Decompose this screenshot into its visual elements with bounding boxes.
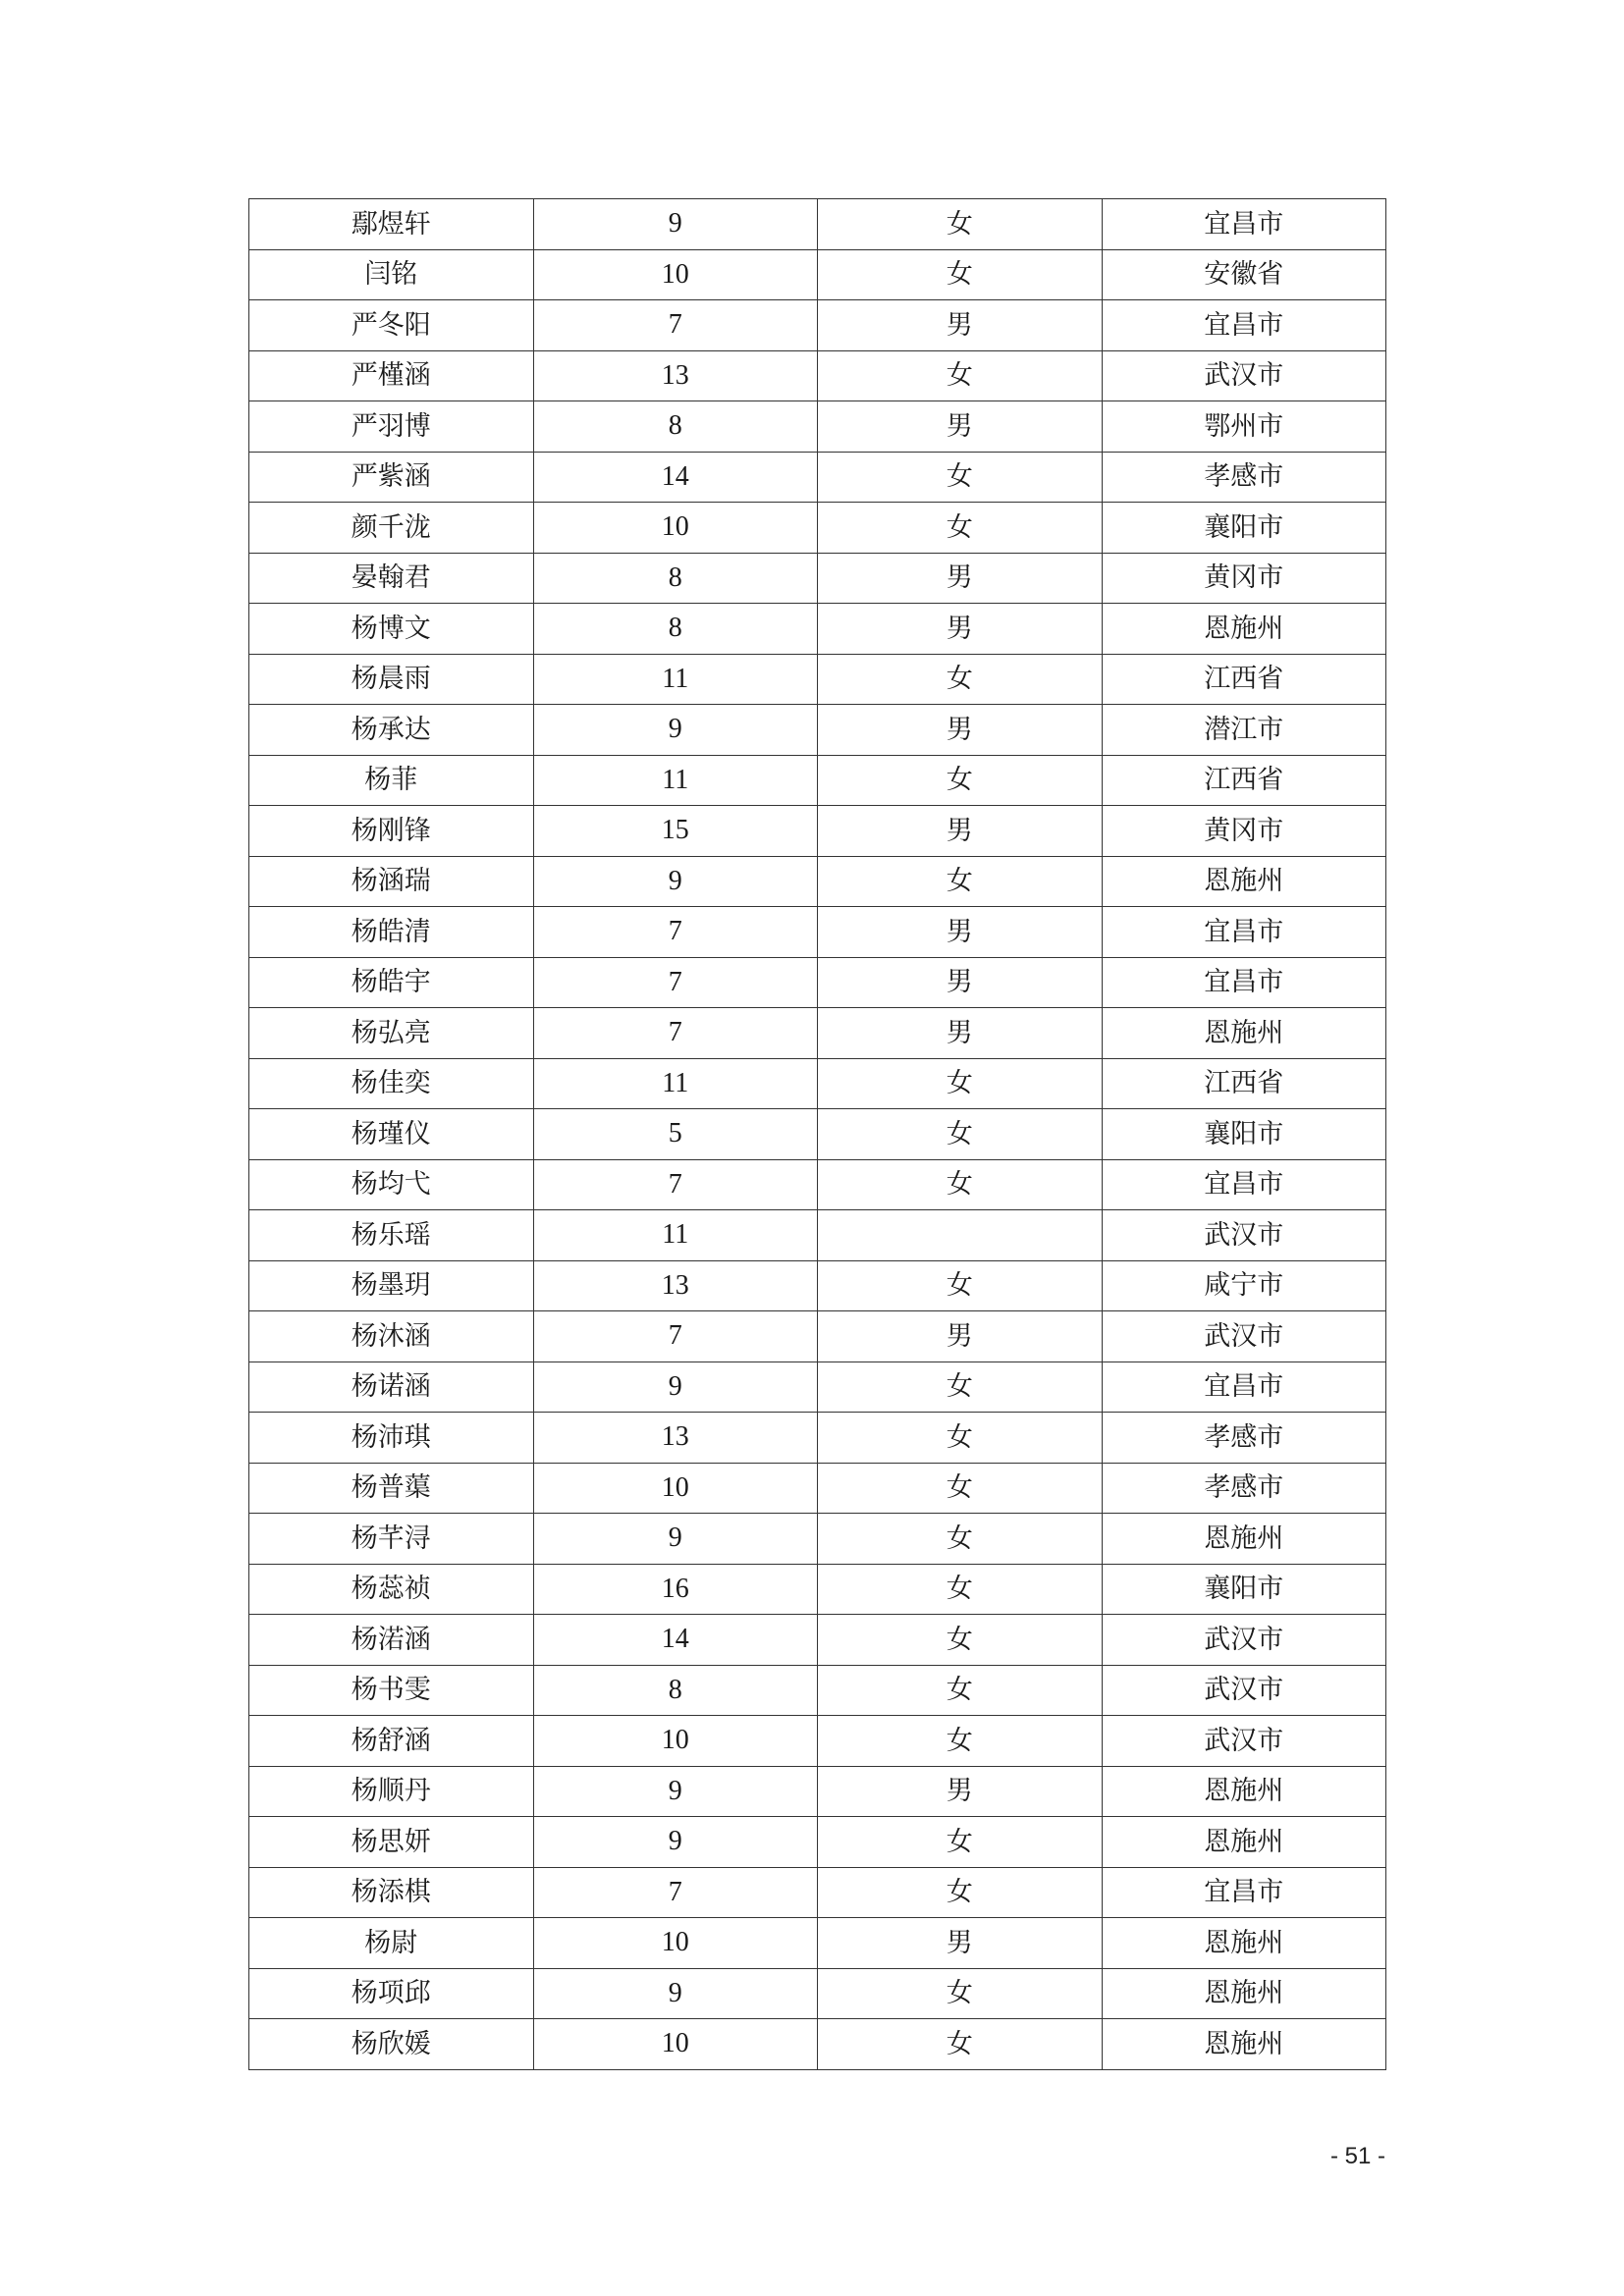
gender-cell: 女: [818, 1260, 1103, 1311]
region-cell: 恩施州: [1102, 1968, 1386, 2019]
region-cell: 武汉市: [1102, 1615, 1386, 1666]
table-row: [249, 1918, 1386, 1969]
region-cell: 安徽省: [1102, 249, 1386, 300]
age-cell: 7: [533, 1867, 818, 1918]
gender-cell: 女: [818, 249, 1103, 300]
name-cell: 杨渃涵: [249, 1615, 534, 1666]
table-row: [249, 654, 1386, 705]
age-cell: 9: [533, 1362, 818, 1413]
gender-cell: 女: [818, 1665, 1103, 1716]
age-cell: 13: [533, 1413, 818, 1464]
table-row: [249, 553, 1386, 604]
table-row: [249, 1968, 1386, 2019]
table-row: [249, 1463, 1386, 1514]
name-cell: 闫铭: [249, 249, 534, 300]
name-cell: 颜千泷: [249, 503, 534, 554]
table-row: [249, 300, 1386, 351]
age-cell: 5: [533, 1109, 818, 1160]
gender-cell: 女: [818, 1058, 1103, 1109]
table-row: [249, 957, 1386, 1008]
region-cell: 咸宁市: [1102, 1260, 1386, 1311]
name-cell: 杨菲: [249, 755, 534, 806]
age-cell: 9: [533, 199, 818, 250]
table-row: [249, 1615, 1386, 1666]
table-row: [249, 1058, 1386, 1109]
region-cell: 江西省: [1102, 755, 1386, 806]
gender-cell: 男: [818, 1918, 1103, 1969]
region-cell: 恩施州: [1102, 1766, 1386, 1817]
region-cell: 宜昌市: [1102, 300, 1386, 351]
age-cell: 9: [533, 856, 818, 907]
name-cell: 杨芊浔: [249, 1514, 534, 1565]
name-cell: 杨墨玥: [249, 1260, 534, 1311]
name-cell: 杨瑾仪: [249, 1109, 534, 1160]
table-row: [249, 856, 1386, 907]
region-cell: 潜江市: [1102, 705, 1386, 756]
gender-cell: 女: [818, 350, 1103, 401]
age-cell: 7: [533, 1311, 818, 1362]
region-cell: 宜昌市: [1102, 907, 1386, 958]
name-cell: 杨承达: [249, 705, 534, 756]
gender-cell: 女: [818, 1564, 1103, 1615]
name-cell: 杨皓宇: [249, 957, 534, 1008]
table-row: [249, 1260, 1386, 1311]
table-row: [249, 806, 1386, 857]
table-row: [249, 1564, 1386, 1615]
region-cell: 孝感市: [1102, 452, 1386, 503]
gender-cell: 女: [818, 503, 1103, 554]
name-cell: 杨沛琪: [249, 1413, 534, 1464]
region-cell: 襄阳市: [1102, 503, 1386, 554]
gender-cell: 女: [818, 755, 1103, 806]
region-cell: 武汉市: [1102, 350, 1386, 401]
name-cell: 杨涵瑞: [249, 856, 534, 907]
name-cell: 杨刚锋: [249, 806, 534, 857]
gender-cell: 男: [818, 401, 1103, 453]
page-number: - 51 -: [1330, 2143, 1386, 2169]
table-row: [249, 452, 1386, 503]
age-cell: 7: [533, 1159, 818, 1210]
age-cell: 9: [533, 1766, 818, 1817]
age-cell: 10: [533, 2019, 818, 2070]
name-cell: 杨蕊祯: [249, 1564, 534, 1615]
table-row: [249, 1109, 1386, 1160]
gender-cell: 男: [818, 907, 1103, 958]
region-cell: 鄂州市: [1102, 401, 1386, 453]
age-cell: 14: [533, 452, 818, 503]
name-cell: 杨项邱: [249, 1968, 534, 2019]
table-row: [249, 705, 1386, 756]
region-cell: 江西省: [1102, 1058, 1386, 1109]
gender-cell: 女: [818, 1867, 1103, 1918]
table-row: [249, 1311, 1386, 1362]
gender-cell: 女: [818, 1362, 1103, 1413]
gender-cell: 男: [818, 957, 1103, 1008]
name-cell: 严羽博: [249, 401, 534, 453]
region-cell: 黄冈市: [1102, 553, 1386, 604]
table-row: [249, 755, 1386, 806]
region-cell: 恩施州: [1102, 1817, 1386, 1868]
name-cell: 晏翰君: [249, 553, 534, 604]
gender-cell: 男: [818, 553, 1103, 604]
age-cell: 8: [533, 1665, 818, 1716]
name-cell: 严槿涵: [249, 350, 534, 401]
age-cell: 10: [533, 1918, 818, 1969]
name-cell: 杨舒涵: [249, 1716, 534, 1767]
region-cell: 江西省: [1102, 654, 1386, 705]
gender-cell: 女: [818, 654, 1103, 705]
gender-cell: 女: [818, 1968, 1103, 2019]
region-cell: 恩施州: [1102, 856, 1386, 907]
gender-cell: 女: [818, 1109, 1103, 1160]
region-cell: 襄阳市: [1102, 1564, 1386, 1615]
age-cell: 10: [533, 1716, 818, 1767]
region-cell: 宜昌市: [1102, 1362, 1386, 1413]
gender-cell: 男: [818, 806, 1103, 857]
table-row: [249, 249, 1386, 300]
name-cell: 鄢煜轩: [249, 199, 534, 250]
region-cell: 孝感市: [1102, 1413, 1386, 1464]
region-cell: 武汉市: [1102, 1311, 1386, 1362]
age-cell: 14: [533, 1615, 818, 1666]
age-cell: 10: [533, 249, 818, 300]
table-row: [249, 1817, 1386, 1868]
age-cell: 11: [533, 1058, 818, 1109]
region-cell: 武汉市: [1102, 1716, 1386, 1767]
region-cell: 黄冈市: [1102, 806, 1386, 857]
gender-cell: 女: [818, 452, 1103, 503]
name-cell: 杨均弋: [249, 1159, 534, 1210]
table-row: [249, 1867, 1386, 1918]
table-row: [249, 1413, 1386, 1464]
age-cell: 7: [533, 300, 818, 351]
age-cell: 7: [533, 907, 818, 958]
region-cell: 武汉市: [1102, 1665, 1386, 1716]
gender-cell: [818, 1210, 1103, 1261]
table-row: [249, 1210, 1386, 1261]
table-row: [249, 1665, 1386, 1716]
roster-table-body: [249, 199, 1386, 2070]
age-cell: 9: [533, 1514, 818, 1565]
table-row: [249, 1716, 1386, 1767]
region-cell: 宜昌市: [1102, 1867, 1386, 1918]
name-cell: 杨佳奕: [249, 1058, 534, 1109]
name-cell: 杨诺涵: [249, 1362, 534, 1413]
age-cell: 11: [533, 755, 818, 806]
age-cell: 9: [533, 1968, 818, 2019]
roster-table: [248, 198, 1386, 2070]
region-cell: 宜昌市: [1102, 199, 1386, 250]
region-cell: 恩施州: [1102, 1514, 1386, 1565]
age-cell: 13: [533, 1260, 818, 1311]
age-cell: 11: [533, 654, 818, 705]
table-row: [249, 1159, 1386, 1210]
region-cell: 恩施州: [1102, 1918, 1386, 1969]
age-cell: 9: [533, 1817, 818, 1868]
age-cell: 8: [533, 401, 818, 453]
table-row: [249, 199, 1386, 250]
age-cell: 7: [533, 1008, 818, 1059]
name-cell: 严紫涵: [249, 452, 534, 503]
region-cell: 宜昌市: [1102, 957, 1386, 1008]
region-cell: 恩施州: [1102, 1008, 1386, 1059]
name-cell: 杨乐瑶: [249, 1210, 534, 1261]
table-row: [249, 503, 1386, 554]
name-cell: 严冬阳: [249, 300, 534, 351]
name-cell: 杨思妍: [249, 1817, 534, 1868]
name-cell: 杨沐涵: [249, 1311, 534, 1362]
age-cell: 13: [533, 350, 818, 401]
name-cell: 杨晨雨: [249, 654, 534, 705]
age-cell: 11: [533, 1210, 818, 1261]
gender-cell: 男: [818, 1008, 1103, 1059]
age-cell: 10: [533, 1463, 818, 1514]
gender-cell: 女: [818, 199, 1103, 250]
table-row: [249, 604, 1386, 655]
table-row: [249, 350, 1386, 401]
gender-cell: 女: [818, 1159, 1103, 1210]
gender-cell: 女: [818, 1514, 1103, 1565]
name-cell: 杨博文: [249, 604, 534, 655]
table-row: [249, 2019, 1386, 2070]
name-cell: 杨书雯: [249, 1665, 534, 1716]
gender-cell: 男: [818, 1311, 1103, 1362]
gender-cell: 男: [818, 705, 1103, 756]
region-cell: 武汉市: [1102, 1210, 1386, 1261]
gender-cell: 女: [818, 1463, 1103, 1514]
age-cell: 10: [533, 503, 818, 554]
table-row: [249, 401, 1386, 453]
name-cell: 杨添棋: [249, 1867, 534, 1918]
name-cell: 杨皓清: [249, 907, 534, 958]
table-row: [249, 1766, 1386, 1817]
gender-cell: 女: [818, 1817, 1103, 1868]
region-cell: 宜昌市: [1102, 1159, 1386, 1210]
name-cell: 杨欣媛: [249, 2019, 534, 2070]
name-cell: 杨普蕖: [249, 1463, 534, 1514]
age-cell: 8: [533, 604, 818, 655]
gender-cell: 男: [818, 604, 1103, 655]
gender-cell: 女: [818, 2019, 1103, 2070]
age-cell: 9: [533, 705, 818, 756]
table-row: [249, 907, 1386, 958]
region-cell: 恩施州: [1102, 2019, 1386, 2070]
gender-cell: 女: [818, 1413, 1103, 1464]
gender-cell: 女: [818, 1615, 1103, 1666]
gender-cell: 女: [818, 856, 1103, 907]
gender-cell: 男: [818, 300, 1103, 351]
region-cell: 襄阳市: [1102, 1109, 1386, 1160]
table-row: [249, 1514, 1386, 1565]
age-cell: 8: [533, 553, 818, 604]
name-cell: 杨顺丹: [249, 1766, 534, 1817]
gender-cell: 女: [818, 1716, 1103, 1767]
name-cell: 杨尉: [249, 1918, 534, 1969]
region-cell: 孝感市: [1102, 1463, 1386, 1514]
region-cell: 恩施州: [1102, 604, 1386, 655]
age-cell: 15: [533, 806, 818, 857]
name-cell: 杨弘亮: [249, 1008, 534, 1059]
table-row: [249, 1008, 1386, 1059]
table-row: [249, 1362, 1386, 1413]
age-cell: 16: [533, 1564, 818, 1615]
age-cell: 7: [533, 957, 818, 1008]
gender-cell: 男: [818, 1766, 1103, 1817]
